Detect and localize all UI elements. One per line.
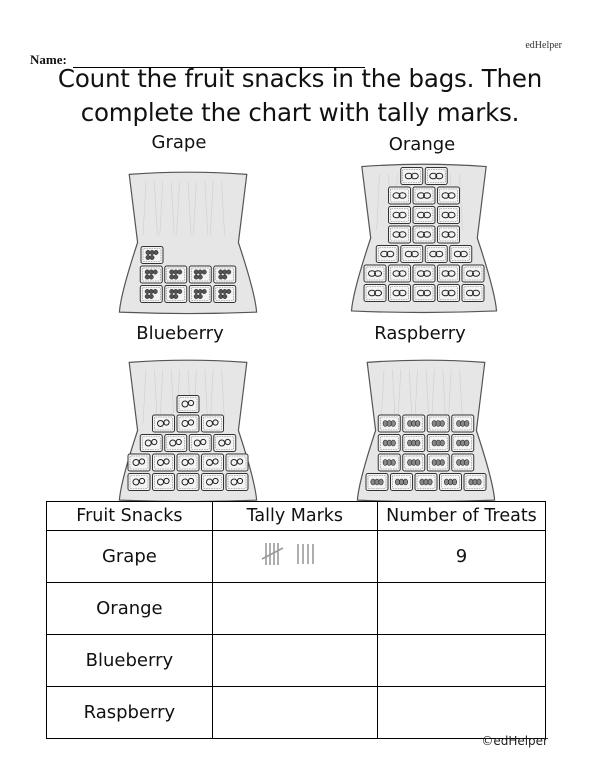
fruit-snack-icon [452,454,474,471]
fruit-snack-icon [140,286,162,303]
fruit-snack-icon [413,207,435,224]
fruit-snack-icon [141,247,163,264]
fruit-snack-icon [415,474,437,491]
fruit-snack-icon [462,285,484,302]
bag-blueberry [118,358,258,503]
fruit-snack-icon [403,454,425,471]
fruit-snack-icon [364,265,386,282]
fruit-snack-icon [462,265,484,282]
fruit-snack-icon [202,454,224,471]
fruit-snack-icon [189,286,211,303]
tally-cell[interactable] [212,583,377,635]
fruit-snack-icon [464,474,486,491]
fruit-snack-icon [364,285,386,302]
name-label: Name: [30,52,67,67]
fruit-snack-icon [378,415,400,432]
copyright: ©edHelper [481,734,548,748]
fruit-snack-icon [389,285,411,302]
fruit-snack-icon [413,265,435,282]
number-cell[interactable] [377,583,545,635]
bag-label-blueberry: Blueberry [136,323,224,344]
header-fruit-snacks: Fruit Snacks [47,502,213,531]
fruit-snack-icon [177,415,199,432]
bag-orange [350,162,498,314]
fruit-snack-icon [226,454,248,471]
fruit-snack-icon [413,226,435,243]
fruit-cell: Orange [47,583,213,635]
fruit-snack-icon [440,474,462,491]
number-cell[interactable] [377,635,545,687]
fruit-snack-icon [425,246,447,263]
fruit-snack-icon [214,266,236,283]
fruit-snack-icon [413,187,435,204]
fruit-snack-icon [202,415,224,432]
fruit-snack-icon [389,207,411,224]
bag-label-grape: Grape [151,132,207,153]
fruit-snack-icon [438,285,460,302]
fruit-snack-icon [366,474,388,491]
fruit-snack-icon [177,396,199,413]
fruit-snack-icon [140,266,162,283]
table-row [47,531,546,583]
fruit-cell: Raspberry [47,687,213,739]
tally-cell[interactable] [212,531,377,583]
fruit-snack-icon [378,435,400,452]
tally-cell[interactable] [212,687,377,739]
instructions [30,62,570,130]
fruit-snack-icon [391,474,413,491]
fruit-snack-icon [401,246,423,263]
fruit-snack-icon [403,415,425,432]
fruit-snack-icon [226,474,248,491]
table-row [47,687,546,739]
header-tally-marks: Tally Marks [212,502,377,531]
header-number-of-treats: Number of Treats [377,502,545,531]
fruit-snack-icon [401,168,423,185]
fruit-snack-icon [165,266,187,283]
fruit-snack-icon [389,265,411,282]
fruit-snack-icon [189,435,211,452]
fruit-snack-icon [425,168,447,185]
fruit-snack-icon [177,454,199,471]
fruit-snack-icon [165,435,187,452]
fruit-snack-icon [452,435,474,452]
table-row [47,583,546,635]
fruit-snack-icon [450,246,472,263]
tally-cell[interactable] [212,635,377,687]
table-header-row [47,502,546,531]
fruit-snack-icon [153,474,175,491]
fruit-snack-icon [214,286,236,303]
fruit-snack-icon [438,265,460,282]
fruit-snack-icon [378,454,400,471]
fruit-snack-icon [427,435,449,452]
fruit-snack-icon [376,246,398,263]
fruit-snack-icon [189,266,211,283]
bag-grape [118,170,258,315]
tally-marks-icon [260,539,330,569]
fruit-snack-icon [153,454,175,471]
fruit-snack-icon [427,454,449,471]
fruit-snack-icon [413,285,435,302]
tally-chart [46,501,546,739]
fruit-cell: Blueberry [47,635,213,687]
fruit-snack-icon [165,286,187,303]
number-cell[interactable] [377,687,545,739]
fruit-snack-icon [128,454,150,471]
fruit-snack-icon [427,415,449,432]
number-cell[interactable]: 9 [377,531,545,583]
fruit-snack-icon [214,435,236,452]
table-row [47,635,546,687]
fruit-snack-icon [438,187,460,204]
fruit-snack-icon [177,474,199,491]
fruit-snack-icon [389,226,411,243]
fruit-snack-icon [389,187,411,204]
instructions-line-1: Count the fruit snacks in the bags. Then [57,64,543,93]
bag-label-orange: Orange [388,134,456,155]
bag-raspberry [356,358,496,503]
fruit-snack-icon [128,474,150,491]
fruit-snack-icon [403,435,425,452]
fruit-snack-icon [438,226,460,243]
fruit-snack-icon [438,207,460,224]
fruit-cell: Grape [47,531,213,583]
fruit-snack-icon [452,415,474,432]
brand-top: edHelper [525,40,562,51]
fruit-snack-icon [153,415,175,432]
instructions-line-2: complete the chart with tally marks. [80,98,520,127]
bag-label-raspberry: Raspberry [374,323,466,344]
fruit-snack-icon [202,474,224,491]
fruit-snack-icon [140,435,162,452]
